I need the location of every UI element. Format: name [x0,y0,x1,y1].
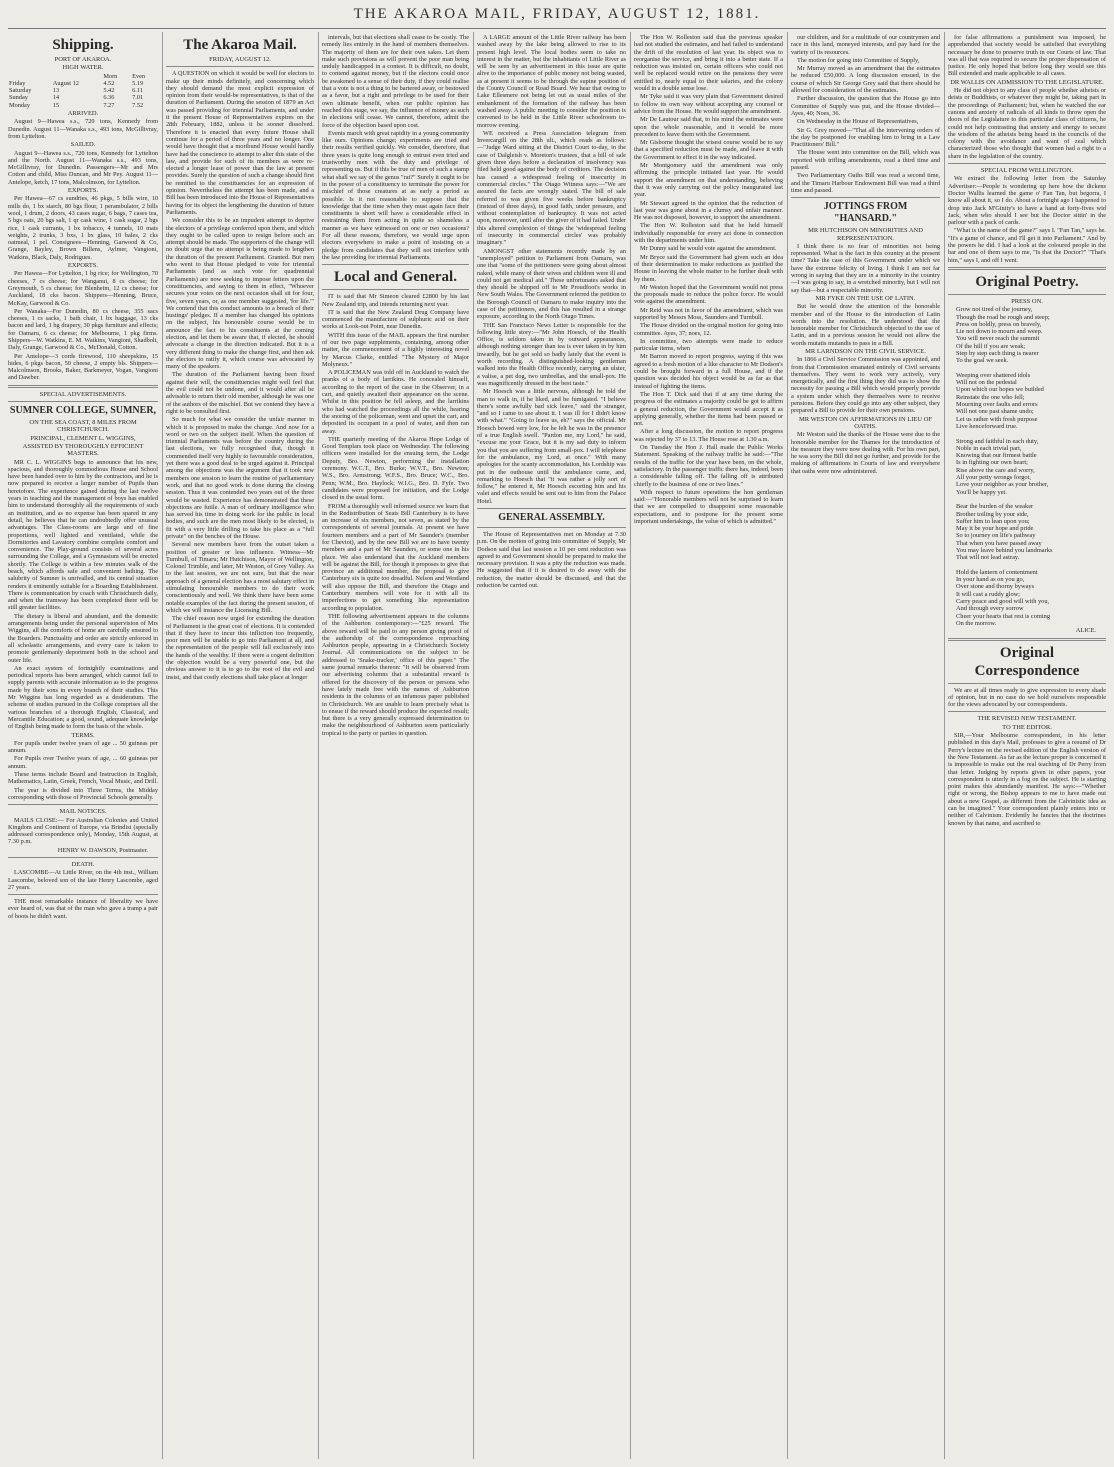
news-item: THE San Francisco News Letter is responsible for the following little story:—"Mr John Hoesch, of the Health Office, is seldom taken in by outward appearances, although nothing stronger than tea is ever taken in by him inwardly, but he got sold so badly lately that the event is worth recording. A distinguished-looking gentleman walked into the Health Office recently, carrying an ulster, a valise, a pet dog, two umbrellas, and the small-pox. He was magnificently dressed in the best taste." [477,321,626,387]
editorial-paragraph: We consider this to be an impudent attempt to deprive the electors of a privilege conferred upon them, and which they ought to be called upon to resign before such an attempt should be made. The supporters of the change will no doubt urge that no attempt is being made to lengthen the duration of the present Parliament. Granted. But men who went to that House pledged to vote for triennial Parliaments (and as such vote for quadrennial Parliaments) are now seeking to impose fetters upon the constituencies, and saying to them in effect, "Whoever secures your votes on the next occasion shall sit for four, five, seven years, or, as one member suggested, 'for life.'" We contend that this conduct amounts to a breach of their hustings' pledges. If a member has changed his opinions on the subject, his honourable course would be to announce the fact to his constituents at the coming election, and let them be aware that, if elected, he should advocate a change in the direction indicated. But it is a very different thing to make the change first, and then ask the electors to ratify it, which course was advocated by many of the speakers. [166,217,314,371]
tide-cell: Monday [9,101,30,109]
correspondence-note: We are at all times ready to give expression to every shade of opinion, but in no case do we hold ourselves responsible for the views advocated by our correspondents. [948,686,1106,709]
poem-line: Let us rather with fresh purpose [956,415,1038,423]
death-heading: DEATH. [71,860,95,868]
mail-signature: HENRY W. DAWSON, Postmaster. [57,846,148,854]
assembly-paragraph: Mr Montgomery said the amendment was only affirming the principle initiated last year. He would support the amendment on that understanding, believing that it was only carrying out the policy inaugurated last year. [634,162,783,199]
section-rule [8,857,158,858]
poem-line: Carry peace and good will with you, [956,598,1050,606]
tide-cell: 15 [52,101,60,109]
poem-line: Grow not tired of the journey, [956,306,1033,314]
assembly-paragraph: The House of Representatives met on Monday at 7.30 p.m. On the motion of going into committee of Supply, Mr Dodson said that last session a 10 per cent reduction was agreed to and Government should be prepared to make the necessary provision. It was a pity the reduction was made. He suggested that if it is desired to do away with the reduction, the matter should be discussed, and that the reduction be carried out. [477,531,626,590]
column-divider [318,32,319,1459]
tide-cell: 7.27 [103,101,115,109]
column-divider [787,32,788,1459]
poem-line: Suffer him to lean upon you; [956,517,1030,525]
poem-line: Cheer your hearts that rest is coming [956,612,1051,620]
poem-line: So to journey on life's pathway [956,532,1036,540]
poem-title: PRESS ON. [1011,297,1043,305]
terms-text: For pupils under twelve years of age ... 50 guineas per annum. [8,739,158,755]
jottings-paragraph: In 1866 a Civil Service Commission was appointed, and from that Commission emanated entirely of Civil servants themselves. They went to work very actively, very energetically, and the first thing they did was to show the necessity for passing a Bill which would properly provide a system under which they themselves were to receive pensions. Before they could go into any other subject, they prepared a Bill to provide for their own pensions. [791,356,940,415]
assembly-paragraph: Mr Reid was not in favor of the amendment, which was supported by Messrs Moss, Saunders and Turnbull. [634,306,783,321]
poem-line [956,365,1106,372]
tide-cell: 7.01 [132,94,144,102]
poem-signature: ALICE. [1075,627,1096,635]
section-rule [948,294,1106,295]
news-item: IT is said that Mr Simeon cleared £2800 by his last New Zealand trip, and intends returning next year. [322,293,469,308]
letter-title: THE REVISED NEW TESTAMENT. [977,715,1077,723]
mail-notices-heading: MAIL NOTICES. [59,808,107,816]
poem-body [948,306,1106,627]
assembly-paragraph: After a long discussion, the motion to report progress was rejected by 37 to 13. The House rose at 1.30 a.m. [634,428,783,443]
column-3 [322,34,469,1459]
column-divider [944,32,945,1459]
assembly-paragraph: The Hon W. Rolleston said that the previous speaker had not studied the estimates, and had failed to understand the drift of the resolution of last year. Its object was to reorganise the service, and bring it into a better state. If a reduction was insisted on, certain officers who could not well be replaced would retire on the pensions they were entitled to, nearly equal to their salaries, and the colony would in a double sense lose. [634,34,783,93]
tide-header-cell [8,73,52,80]
tide-cell: 6.36 [103,94,115,102]
column-divider [630,32,631,1459]
college-body: An exact system of fortnightly examinations and periodical reports has been arranged, which cannot fail to supply parents with accurate information as to the progress made by their sons in every branch of their studies. This Mr Wiggins has long regarded as a desideratum. The scheme of studies pursued in the College comprises all the various branches of a thorough English, Classical, and Mercantile Education; a good, sound, adequate knowledge of English being made to form the basis of the whole. [8,664,158,731]
news-item: WITH this issue of the MAIL appears the first number of our two page supplements, containing, among other matter, the commencement of a highly interesting novel by Marcus Clarke, entitled "The Mystery of Major Molyneux." [322,331,469,368]
poem-line: Will not one past shame undo; [956,408,1034,416]
assembly-paragraph: Mr Bryce said the Government had given such an idea of their determination to make reductions as justified the House in leaving the whole matter to be further dealt with by them. [634,253,783,283]
news-item: THE quarterly meeting of the Akaroa Hope Lodge of Good Templars took place on Wednesday. The following officers were installed for the ensuing term, the Lodge Deputy, Bro. Newton, performing the installation ceremony. W.C.T., Bro. Burke; W.V.T., Bro. Newton; W.S., Bro. Armstrong; W.F.S., Bro. Bruce; W.C., Bro. Penn; W.M., Bro. Haylock; W.I.G., Bro. D. Fyfe. Two candidates were proposed for initiation, and the Lodge closed in the usual form. [322,435,469,502]
original-correspondence-heading: Original Correspondence [974,644,1080,679]
tide-header-cell [52,73,102,80]
news-item: WE received a Press Association telegram from Invercargill on the 28th ult., which reads as follows:—"Judge Ward sitting at the District Court to-day, in the case of Dalgleish v. Moreton's trustees, that a bill of sale given three days before a declaration of insolvency was filed held good against the body of creditors. The decision has caused a widespread feeling of insecurity in commercial circles." The Otago Witness says:—"We are assured the facts are wrongly stated. The bill of sale referred to was given five weeks before bankruptcy (instead of three days), in good faith, under pressure, and without contemplation of bankruptcy. It was not acted upon, moreover, until after the giver of it had failed. Under this altered complexion of things the 'widespread feeling of insecurity in commercial circles' was probably imaginary." [477,129,626,247]
college-assisted: ASSISTED BY THOROUGHLY EFFICIENT MASTERS. [22,442,144,458]
poem-line: Of the hill if you are weak; [956,342,1026,350]
assembly-paragraph: With respect to future operations the hon gentleman said:—"Honorable members will not be surprised to learn that we are compelled to disappoint some reasonable expectations, and to postpone for the present some important undertakings, the value of which is admitted." [634,488,783,525]
news-item: AMONGST other statements recently made by an "unemployed" petition to Parliament from Oamaru, was one that "some of the petitioners were going about almost naked, while many of their wives and children were ill and could not get medical aid." These unfortunates asked that they should be shipped off to Mr Proudfoot's works in New South Wales. The Government referred the petition to the Borough Council of Oamaru to make inquiry into the case of the petitioners, and this has resulted in a strange exposure, according to the North Otago Times. [477,247,626,321]
column-divider [162,32,163,1459]
special-wellington-heading: SPECIAL FROM WELLINGTON. [980,167,1074,175]
tide-cell: 5.42 [103,87,115,95]
special-ads-heading: SPECIAL ADVERTISEMENTS. [39,390,127,398]
exports-text: Per Antelope—3 cords firewood, 110 sheepskins, 15 hides, 6 pkgs bacon, 50 cheese, 2 empty bls. Shippers—Malcolmson, Brooks, Baker, Barkmeyer, Vogan, Vangioni and Dawber. [8,352,158,382]
college-body: MR C. L. WIGGINS begs to announce that his new, spacious, and thoroughly commodious House and School have been handed over to him by the contractors, and he is now prepared to receive a larger number of Pupils than heretofore. The experience gained during the last twelve years in teaching and the management of boys has enabled him to understand thoroughly all the requirements of such an institution, and as no expense has been spared in any detail, he believes that he can undoubtedly offer unusual advantages. The Class-rooms are large and of fine proportions, well lighted and ventilated, while the Dormitories and Lavatory combine complete comfort and convenience. The Play-ground consists of several acres surrounding the College, and a Gymnasium will be erected shortly. The College is within a few minutes walk of the beach, which affords safe and convenient bathing. The salubrity of Sumner is unrivalled, and its central situation renders it eminently suitable for a Boarding Establishment. There is communication by coach with Christchurch daily, and when the tramway has been completed there will be still greater facilities. [8,458,158,612]
arrived-heading: ARRIVED. [67,110,99,118]
tide-row [8,94,158,101]
news-item: A POLICEMAN was told off in Auckland to watch the pranks of a body of larrikins. He concealed himself, according to the report of the case in the Observer, in a cart, and quietly awaited their appearance on the scene. Whilst in this position he fell asleep, and the larrikins who had watched the proceedings all the while, hearing the snoring of the policeman, went and upset the cart, and deposited its occupant in a pool of water, and then ran away. [322,369,469,435]
jottings-subheading: DR WALLIS ON ADMISSION TO THE LEGISLATURE. [950,78,1104,86]
assembly-paragraph: The House went into committee on the Bill, which was reported with trifling amendments, read a third time and passed. [791,149,940,172]
poem-line: Step by step each thing is nearer [956,349,1039,357]
assembly-paragraph: The motion for going into Committee of Supply, [797,56,920,64]
assembly-paragraph: The Hon W. Rolleston said that he held himself individually responsible for every act done in connection with the departments under him. [634,222,783,245]
tide-cell: 6.11 [132,87,143,95]
section-rule [8,401,158,402]
newspaper-title: The Akaroa Mail. [183,37,297,53]
poem-line: Hold the lantern of contentment [956,568,1038,576]
section-rule [791,197,940,198]
column-4 [477,34,626,1459]
jottings-paragraph: He did not object to any class of people whether atheists or deists or Buddhists, or whatever they might be, taking part in the proceedings of Parliament; but, when he watched the ear canons and anxiety of radicals of all kinds to throw open the doors of the Legislature to this particular class of citizens, he could not help contrasting that anxiety and energy to secure the wisdom of the atheists being heard in the councils of the colony with the avoidance and want of zeal which characterized those who thought that women had a right to a share in the legislation of the country. [948,87,1106,160]
poem-line: That when you have passed away [956,539,1042,547]
exports-heading: EXPORTS. [67,187,99,195]
editorial-paragraph: The chief reason now urged for extending the duration of Parliament is the great cost of elections. It is contended that if they have to incur this infliction too frequently, poor men will be unable to go into Parliament at all, and the representation of the people will fall exclusively into the hands of the wealthy. If there were a cogent definition the objection would be a very powerful one, but the obvious answer to it is to go to the root of the evil and insist, and that costly elections shall take place at longer [166,615,314,681]
jottings-subheading: MR LARNDSON ON THE CIVIL SERVICE. [805,347,926,355]
filler-paragraph: THE most remarkable instance of liberality we have ever heard of, was that of the man who gave a tramp a pair of boots he didn't want. [8,898,158,920]
sailed-text: August 9—Hawea s.s., 720 tons, Kennedy for Lyttelton and the North. August 11—Wanaka s.s., 493 tons, McGillivray, for Dunedin. Passengers—Mr and Mrs Cotton and child, Miss Duncan, and Mr Pey. August 11—Antelope, ketch, 17 tons, Malcolmson, for Lyttelton. [8,149,158,186]
assembly-paragraph: our children, and for a multitude of our countrymen and race in this land, moneyed interests, and pay hard for the variety of its resources. [791,34,940,56]
exports-text: Per Wanaka—For Dunedin, 80 cs cheese, 355 sacs cheeses, 1 cs sacks, 1 bath chair, 1 bx baggage, 13 cks bacon and lard, 1 bg drapery, 30 pkgs furniture and effects; for Oamaru, 6 cs cheese; for Melbourne, 1 pkg firms. Shippers—W. Watkins, E. M. Watkins, Vangioni, Shadbolt, Daly, Grange, Garwood & Co., McDonald, Cotton. [8,307,158,352]
section-rule [477,527,626,528]
poem-line: It will cast a ruddy glow; [956,590,1021,598]
jottings-subheading: MR WESTON ON AFFIRMATIONS IN LIEU OF OATHS. [798,415,933,430]
poem-line [956,430,1106,437]
poem-line: To the goal we seek. [956,357,1009,365]
general-assembly-heading: GENERAL ASSEMBLY. [498,512,605,523]
tide-cell: 14 [52,94,60,102]
poem-line: That will not lead astray. [956,554,1020,562]
poem-line: You will never reach the summit [956,335,1040,343]
poem-line: On the morrow. [956,619,997,627]
section-rule [322,264,469,265]
column-2 [166,34,314,1459]
section-rule [8,385,158,388]
assembly-paragraph: In committee, two attempts were made to reduce particular items, when [634,337,783,353]
arrived-text: August 9—Hawea s.s., 720 tons, Kennedy from Dunedin. August 11—Wanaka s.s., 493 tons, McGillivray, from Lyttelton. [8,118,158,140]
poem-line [956,496,1106,503]
poem-line: And through every sorrow [956,605,1024,613]
jottings-subheading: MR HUTCHISON ON MINORITIES AND REPRESENTATION. [808,227,923,242]
editorial-paragraph: Several new members have from the outset taken a position of greater or less influence. Witness—Mr Turnbull, of Timaru; Mr Hutchison, Mayor of Wellington, Colonel Trimble, and later, Mr Weston, of Grey Valley. As to the last session, we are not sure, but that the near approach of a general election has a most salutary effect in stimulating honourable members to do their work conscientiously and well. We think there have been some notable examples of the fact during the present session, of which we will instance the Licensing Bill. [166,541,314,614]
tide-row [8,102,158,109]
poem-line: Lie not down to mourn and weep. [956,328,1043,336]
letter-paragraph: SIR,—Your Melbourne correspondent, in his letter published in this day's Mail, professes to give a resumé of Dr Perry's lecture on the revised edition of the English version of the New Testament. As far as the lecture proper is concerned it is impossible to make out the real teaching of Dr Perry from that letter. Judging by reports given in other papers, your correspondent is utterly in a fog on the subject. He is starting point makes this abundantly manifest. He says:—"Whether right or wrong, the Bishop appears to me to have made out about a new Gospel, as different from the Calvinistic idea as can be imagined." Your correspondent plainly enters into or neither of Calvinism. Evidently he fancies that the doctrines known by that name, and ascribed to [948,732,1106,827]
jottings-subheading: MR FYKE ON THE USE OF LATIN. [815,294,916,302]
section-rule [477,508,626,509]
news-item: FROM a thoroughly well informed source we learn that in the Redistribution of Seats Bill Canterbury is to have an increase of six members, not seven, as stated by the correspondents of several journals. At present we have fourteen members and a part of Mr Saunder's (member for Cheviot), and by the new Bill we are to have twenty members and a part of Mr Saunders, or some one in his place. We also understand that the Auckland members will be against the Bill, for though it proposes to give that province an additional member, the proposal to give Canterbury six is quite too dreadful. Nelson and Westland will also oppose the Bill, and therefore the Otago and Canterbury members will vote for it with all its imperfections to get something like representation according to population. [322,502,469,612]
tide-row [8,87,158,94]
tide-table-header [8,73,158,80]
poem-line: Weeping over shattered idols [956,371,1031,379]
news-item: IT is said that the New Zealand Drug Company have commenced the manufacture of sulphuric acid on their works at Look-out Point, near Dunedin. [322,308,469,331]
poem-line: Knowing that our firmest battle [956,452,1037,460]
column-7 [948,34,1106,1459]
tide-cell: 7.52 [132,101,144,109]
local-general-heading: Local and General. [334,269,457,286]
assembly-paragraph: On Tuesday the Hon J. Hall made the Public Works Statement. Speaking of the railway traffic he said:—"The results of the traffic for the year have been, on the whole, satisfactory. In the passenger traffic there has, indeed, been a considerable falling off. The falling off is attributed chiefly to the business of one or two lines." [634,444,783,488]
high-water-heading: HIGH WATER. [62,64,104,72]
section-rule [166,66,314,67]
jottings-paragraph: I think there is no fear of minorities not being represented. What is the fact in this country at the present time? Take the case of this Government under which we have the extreme felicity of living. I think I am not far wrong in saying that they are in a minority in the country—I was going to say, in a wretched minority, but I will not say that—but a respectable minority. [791,242,940,294]
poem-line: Live henceforward true. [956,422,1018,430]
death-notice: LASCOMBE—At Little River, on the 4th inst., William Lascombe, beloved son of the late Henry Lascombe, aged 27 years. [8,869,158,891]
section-rule [8,894,158,895]
poem-line: Over stone and thorny byways [956,583,1035,591]
poem-line: You may leave behind you landmarks [956,547,1053,554]
poem-line: Mourning over faults and errors [956,401,1038,409]
exports-text: Per Hawea—For Lyttelton, 1 bg rice; for Wellington, 70 cheeses, 7 cs cheese; for Wanganui, 8 cs cheese; for Greymouth, 5 cs cheese; for Blenheim, 12 cs cheese; for Auckland, 18 cks bacon. Shippers—Henning, Bruce, McKay, Garwood & Co. [8,270,158,307]
assembly-paragraph: Mr Dunny said he would vote against the amendment. [640,245,777,253]
terms-text: The year is divided into Three Terms, the Midday corresponding with those of Provincial Schools generally. [8,786,158,801]
tide-cell: Friday [9,79,26,87]
poem-line: Is in fighting our own heart; [956,459,1028,467]
tide-cell: Saturday [9,87,32,95]
masthead: THE AKAROA MAIL, FRIDAY, AUGUST 12, 1881. [353,6,761,22]
mail-notices-text: MAILS CLOSE:— For Australian Colonies and United Kingdom and Continent of Europe, via Brindisi (specially addressed correspondence only), Monday, 15th August, at 7.30 p.m. [8,816,158,846]
poem-line: All your petty wrongs forgot, [956,474,1031,482]
tide-cell: 13 [52,87,60,95]
assembly-paragraph: Mr Tyke said it was very plain that Government desired to follow its own way without accepting any counsel or advice from the House. He would support the amendment. [634,93,783,115]
section-rule [8,804,158,805]
section-rule [322,289,469,290]
assembly-paragraph: Mr Weston hoped that the Government would not press the proposals made to reduce the police force. He would vote against the amendment. [634,283,783,306]
terms-text: For Pupils over Twelve years of age, ... 60 guineas per annum. [8,755,158,770]
poem-line: In your hand as on you go, [956,576,1025,584]
assembly-paragraph: The Hon T. Dick said that if at any time during the progress of the estimates a majority could be got to affirm a general reduction, the Government would accept it as applying generally, whether the items had been passed or not. [634,390,783,428]
assembly-paragraph: Two Parliamentary Oaths Bill was read a second time, and the Timaru Harbour Endowment Bill was read a third time and passed. [791,172,940,194]
letter-paragraph: We extract the following letter from the Saturday Advertiser:—People is wondering up here how the dickens Doctor Wallis learned the game o' Fan Tan, but begorra, I know all about it, so I do. About a fortnight ago I happened to drop into Jack M'Ginity's to have a hand at forty-fives wid Jack, when who should I see but the Doctor sittin' in the parlour with a pack of cards. [948,175,1106,227]
column-1 [8,34,158,1459]
section-rule [948,638,1106,641]
section-rule [948,267,1106,270]
college-principal: PRINCIPAL, CLEMENT L. WIGGINS, [30,434,136,442]
editorial-paragraph: So much for what we consider the unfair manner in which it is proposed to make the change. And now for a word or two on the subject itself. When the question of triennial Parliaments was before the country during the last elections, we fully recognised that, though it commended itself very highly to favourable consideration, yet there was a good deal to be urged against it. Principal among the objections was the argument that it took new members one session to learn the routine of parliamentary work, and that no good work is done during the closing session. Thus it was contended two years out of the three would be wasted. Experience has demonstrated that these objections are futile. A man of ordinary intelligence who has served his time in doing work for the public in local bodies, and such are the men most likely to be elected, is fit with a very little drilling to take his place as a "full private" on the benches of the House. [166,416,314,540]
poem-line: Will not on the pedestal [956,379,1017,387]
jottings-paragraph: for false affirmations a punishment was imposed, he apprehended that society would be satisfied that everything necessary be done to preserve truth in our Courts of law. That was all that was required to secure the proper dispensation of justice. He only hoped that before long they would see this Bill extended and made applicable to all cases. [948,34,1106,78]
terms-text: These terms include Board and Instruction in English, Mathematics, Latin, Greek, French, Vocal Music, and Drill. [8,771,158,786]
editorial-paragraph: intervals, but that elections shall cease to be costly. The remedy lies entirely in the hand of members themselves. The majority of them are for their own sakes. Let them make such provisions as will prevent the poor man being unduly handicapped in a contest. It is difficult, no doubt, to contend against money, but if the electors could once be awakened to a sense of their duty, if they could realise that a vote is not a thing to be bartered away, or bestowed as a favor, but a right and privilege to be used for their own ultimate benefit, when our public opinion has reached this stage, we say, the influence of money as such in elections will cease. We cannot, therefore, admit the force of the objection based upon cost. [322,34,469,129]
college-body: The dietary is liberal and abundant, and the domestic arrangements being under the personal supervision of Mrs Wiggins, all the comforts of home are carefully ensured to the Boarders. Punctuality and order are strictly enforced in all scholastic arrangements, and every care is taken to promote gentlemanly deportment both in the school and outer life. [8,612,158,664]
tide-header-cell: Morn [103,72,118,80]
column-6 [791,34,940,1459]
assembly-paragraph: The House divided on the original motion for going into committee. Ayes, 37; noes, 12. [634,322,783,337]
editorial-paragraph: A QUESTION on which it would be well for electors to make up their minds definitely, and concerning which they should demand the most explicit expression of opinion from their would-be representatives, is that of the duration of Parliament. During the session of 1879 an Act was passed providing for triennial Parliaments, and under it the present House of Representatives expires on the 28th February, 1882, unless it be sooner dissolved. Therefore it is enacted that every future House shall continue for a period of three years and no longer. One would have thought that a moribund House would hardly have had the conscience to attempt to alter this state of the law, and provide for such of its members as were re-elected a longer lease of power than the law at present provides. Surely the question of such a change should first be remitted to the constituencies for an expression of opinion. Nevertheless the attempt has been made, and a Bill has been introduced into the House of Representatives having for its object the lengthening the duration of future Parliaments. [166,70,314,216]
tide-cell: Sunday [9,94,28,102]
poem-line: Rise above the care and worry, [956,466,1035,474]
section-rule [948,163,1106,164]
masthead-rule [8,28,1106,29]
tide-table [8,73,158,109]
exports-heading: EXPORTS. [67,262,99,270]
assembly-paragraph: Mr De Lautour said that, to his mind the estimates were upon the whole reasonable, and it would be more precedent to leave them with the Government. [634,116,783,138]
editorial-paragraph: Events march with great rapidity in a young community like ours. Opinions change; experiments are tried and their results verified quickly. We consider, therefore, that three years is quite long enough to entrust even tried and trustworthy men with the duty and privilege of representing us. But if this be true of men of such a stamp what shall we say of the genus "rat?" Surely it ought to be in the power of a constituency to terminate the power for mischief of those creatures at as early a period as possible. Is it not reasonable to suppose that the knowledge that the time when they must again face their constituents is short will have a considerable effect in restraining them from acting in quite so shameless a manner as we have witnessed on one or two occasions? For all these reasons, therefore, we would urge upon electors everywhere to make a point of insisting on a pledge from candidates that they will not interfere with the law providing for triennial Parliaments. [322,129,469,261]
letter-salutation: TO THE EDITOR. [1002,723,1052,731]
poem-line: You'll be happy yet. [956,488,1007,496]
exports-text: Per Hawea—67 cs sundries, 46 pkgs, 5 bills wire, 10 mills do, 1 bx starch, 80 bgs flour, 1 perambulator, 2 bills wool, 1 drum, 2 doors, 43 cases sugar, 6 bags, 7 cases tea, 5 bgs oats, 20 bgs salt, 1 qr cask wine, 1 cask sugar, 2 bgs rice, 1 cask currants, 1 bx tobacco, 4 tunnels, 10 mats weights, 2 trunks, 3 bxs, 1 bx glass, 10 bales, 2 cks oatmeal, 1 pel. Consignees—Henning, Garwood & Co, Grange, Bayley, Brown Billens, Aylmer, Vangioni, Watkins, Black, Daly, Rodrigues. [8,195,158,261]
assembly-paragraph: Mr Murray moved as an amendment that the estimates be reduced £50,000. A long discussion ensued, in the course of which Sir George Grey said that there should be allowed for consideration of the estimates. [791,65,940,95]
assembly-paragraph: Mr Gisborne thought the wisest course would be to say that a specified reduction must be made, and leave it with the Government to effect it in the way indicated. [634,139,783,161]
tide-cell: 5.19 [132,79,144,87]
column-5 [634,34,783,1459]
assembly-paragraph: On Wednesday in the House of Representatives, [797,118,919,126]
poem-line: Love your neighbor as your brother, [956,481,1049,489]
college-heading: SUMNER COLLEGE, SUMNER, [9,405,157,417]
tide-row [8,80,158,87]
college-subheading: ON THE SEA COAST, 8 MILES FROM CHRISTCHURCH. [29,419,137,434]
letter-paragraph: "What is the name of the game?" says I. "Fan Tan," says he. "It's a game of chance, and I'll get it into Parliament." And by the powers he did. I had a look at the coloured people in the bar and one of them says to me, "Is that the Doctor?" "That's him," says I, and off I went. [948,227,1106,264]
sailed-heading: SAILED. [70,141,96,149]
tide-cell: August 12 [52,79,79,87]
assembly-paragraph: Mr Barron moved to report progress, saying if this was agreed to a fresh motion of a like character to Mr Dodson's could be brought forward in a full House, and if the question was decided his object would be as far as that instead of fighting the items. [634,353,783,390]
terms-heading: TERMS. [71,731,95,739]
jottings-paragraph: Mr Weston said the thanks of the House were due to the honorable member for the Thames for the introduction of the measure they were now dealing with. For his own part, he was sorry the Bill did not go further, and provide for the making of affirmations in Courts of law and everywhere that oaths were now administered. [791,431,940,475]
column-divider [473,32,474,1459]
jottings-paragraph: But he would draw the attention of the honorable member and of the House to the introduction of Latin words into the resolution. He understood that the honorable member for Christchurch objected to the use of Latin, and in a previous session he would not allow the words mutatis mutandis to pass in a Bill. [791,303,940,347]
poem-line: Brother toiling by your side, [956,510,1029,518]
poem-line: Upon which our hopes we builded [956,386,1044,394]
assembly-paragraph: Sir G. Grey moved—"That all the intervening orders of the day be postponed for enabling him to bring in a Law Practitioners' Bill." [791,126,940,149]
news-item: THE following advertisement appears in the columns of the Ashburton contemporary:—"£25 reward. The above reward will be paid to any person giving proof of the authorship of the correspondence reproaching Ashburton people, appearing in a Christchurch Society Journal. All communications on the subject to be addressed to 'Snake-tracker,' office of this paper." The same journal remarks thereon: "It will be observed from our advertising columns that a substantial reward is offered for the discovery of the person or persons who have lately made free with the names of Ashburton residents in the columns of an infamous paper published in Christchurch. We are unable to learn precisely what is to ensue if the reward should produce the expected result; but there is a very generally expressed determination to make the neighbourhood of Ashburton seem particularly tropical to the party or parties in question. [322,612,469,737]
shipping-heading: Shipping. [52,37,114,53]
section-rule [948,683,1106,684]
poem-line: Though the road be rough and steep; [956,313,1050,321]
news-item: Mr Hoesch was a little nervous, although he told the man to walk in, if he liked, and be fumigated. "I believe there's some awfully bad sick leave," said the stranger, "and so I came to see about it. I was ill for I didn't know with what." "Going to leave us, eh?" says the official. Mr Hoesch bowed very low, for he felt he was in the presence of a true English swell. "Pardon me, my Lord," he said, "excuse me your Grace, but it is my sad duty to inform you that you are suffering from small-pox. I will telephone for the ambulance, my Lord, at once." With many apologies for the scanty accommodation, his Lordship was put in the outhouse until the ambulance came, and, remarking to Hoesch that "it was rather a jolly sort of follow," he entered it, Mr Hoesch escorting him and his valet and effects would be sent out to him from the Palace Hotel. [477,388,626,505]
poem-line: Strong and faithful in each duty, [956,437,1039,445]
original-poetry-heading: Original Poetry. [975,273,1079,290]
poem-line [956,562,1106,569]
assembly-paragraph: Mr Stewart agreed in the opinion that the reduction of last year was gone about in a clumsy and unfair manner. He was not disposed, however, to support the amendment. [634,199,783,222]
jottings-heading: JOTTINGS FROM "HANSARD." [823,201,908,225]
assembly-paragraph: Further discussion, the question that the House go into Committee of Supply was put, and the House divided—Ayes, 40; Noes, 36. [791,95,940,117]
port-heading: PORT OF AKAROA. [54,56,112,63]
news-item: A LARGE amount of the Little River railway has been washed away by the lake being allowed to rise to its present high level. The local bodies seem to take no interest in the matter, but the inhabitants of Little River as will be seen by an advertisement in this issue are quite alive to the importance of public money not being wasted, as at present it seems to be through the supine position of the County Council or Road Board. We hear that owing to Lake Ellesmere not being let out as usual miles of the embankment of the formation of the railway has been washed away. A public meeting to consider the position is convened to be held in the Little River schoolroom to-morrow evening. [477,34,626,129]
section-rule [948,711,1106,712]
poem-line: May it be your hope and pride [956,525,1034,533]
poem-line: Press on boldly, press on bravely, [956,320,1042,328]
poem-line: Noble in each trivial part, [956,444,1022,452]
poem-line: Bear the burden of the weaker [956,503,1034,511]
tide-cell: 4.52 [103,79,115,87]
editorial-dateline: FRIDAY, AUGUST 12. [209,56,271,63]
tide-header-cell: Even [132,72,146,80]
poem-line: Reinstate the one who fell; [956,393,1025,401]
editorial-paragraph: The duration of the Parliament having been fixed against their will, the constituencies might well feel that the evil could not be undone, and it would after all be advisable to return their old member, although he was one of the authors of the mischief. But we contend they have a right to be consulted first. [166,371,314,415]
